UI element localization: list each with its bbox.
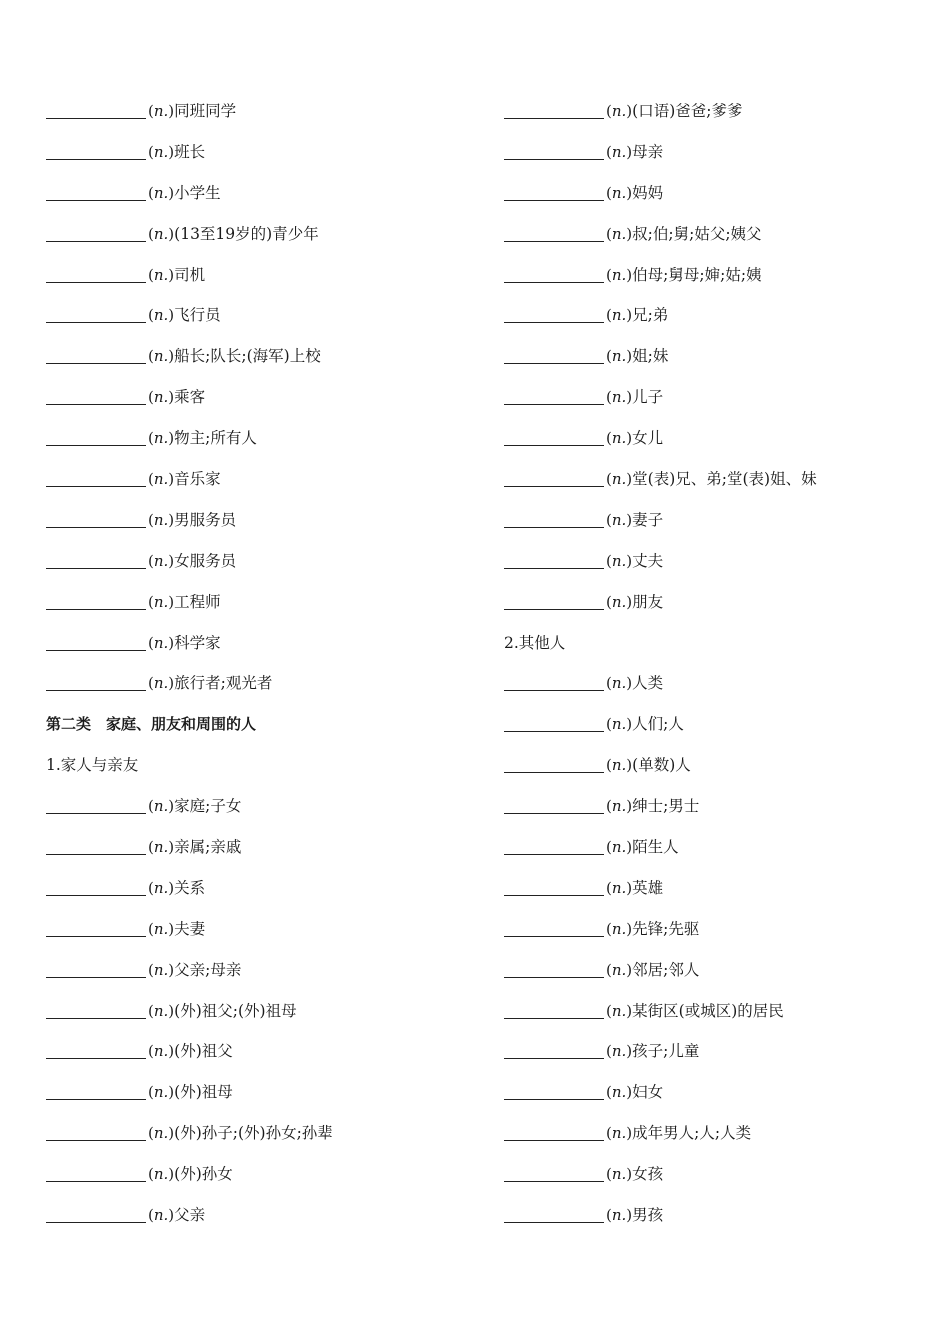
answer-blank[interactable] (504, 670, 604, 691)
entry-meaning: 亲属;亲戚 (174, 838, 242, 857)
vocab-entry (46, 221, 466, 262)
entry-meaning: 男孩 (632, 1206, 664, 1225)
vocab-entry (504, 507, 924, 548)
answer-blank[interactable] (504, 752, 604, 773)
part-of-speech: (n.) (606, 674, 633, 693)
part-of-speech: (n.) (148, 306, 175, 325)
part-of-speech: (n.) (148, 878, 175, 897)
entry-meaning: 飞行员 (174, 306, 221, 325)
part-of-speech: (n.) (606, 470, 633, 489)
part-of-speech: (n.) (606, 1206, 633, 1225)
answer-blank[interactable] (504, 466, 604, 487)
vocab-entry (504, 875, 924, 916)
part-of-speech: (n.) (148, 551, 175, 570)
entry-meaning: 乘客 (174, 388, 206, 407)
entry-meaning: 关系 (174, 878, 206, 897)
part-of-speech: (n.) (606, 347, 633, 366)
answer-blank[interactable] (504, 384, 604, 405)
part-of-speech: (n.) (148, 347, 175, 366)
part-of-speech: (n.) (148, 224, 175, 243)
vocab-entry (504, 589, 924, 630)
answer-blank[interactable] (504, 1079, 604, 1100)
entry-meaning: 丈夫 (632, 551, 664, 570)
entry-meaning: 司机 (174, 265, 206, 284)
answer-blank[interactable] (46, 425, 146, 446)
entry-meaning: 某街区(或城区)的居民 (632, 1001, 784, 1020)
vocab-entry (46, 1038, 466, 1079)
part-of-speech: (n.) (148, 265, 175, 284)
answer-blank[interactable] (46, 1202, 146, 1223)
answer-blank[interactable] (504, 998, 604, 1019)
answer-blank[interactable] (46, 98, 146, 119)
part-of-speech: (n.) (606, 919, 633, 938)
entry-meaning: (外)祖母 (174, 1083, 233, 1102)
part-of-speech: (n.) (606, 388, 633, 407)
vocab-entry (504, 98, 924, 139)
entry-meaning: 物主;所有人 (174, 429, 257, 448)
answer-blank[interactable] (46, 630, 146, 651)
entry-meaning: 英雄 (632, 878, 664, 897)
answer-blank[interactable] (504, 957, 604, 978)
part-of-speech: (n.) (606, 756, 633, 775)
entry-meaning: 父亲 (174, 1206, 206, 1225)
part-of-speech: (n.) (148, 919, 175, 938)
vocab-entry (46, 98, 466, 139)
entry-meaning: 邻居;邻人 (632, 960, 700, 979)
answer-blank[interactable] (46, 589, 146, 610)
entry-meaning: 音乐家 (174, 470, 221, 489)
entry-meaning: 伯母;舅母;婶;姑;姨 (632, 265, 762, 284)
entry-meaning: 叔;伯;舅;姑父;姨父 (632, 224, 762, 243)
section-heading (46, 711, 466, 752)
answer-blank[interactable] (46, 957, 146, 978)
vocab-entry (504, 1120, 924, 1161)
answer-blank[interactable] (46, 1079, 146, 1100)
answer-blank[interactable] (46, 507, 146, 528)
vocab-entry (46, 957, 466, 998)
entry-meaning: 同班同学 (174, 102, 237, 120)
vocab-entry (46, 1161, 466, 1202)
entry-meaning: 姐;妹 (632, 347, 669, 366)
vocab-entry (504, 384, 924, 425)
vocab-entry (504, 1079, 924, 1120)
entry-meaning: 夫妻 (174, 919, 206, 938)
right-column (504, 98, 924, 1243)
answer-blank[interactable] (504, 1038, 604, 1059)
entry-meaning: 妇女 (632, 1083, 664, 1102)
vocab-entry (504, 670, 924, 711)
vocab-entry (504, 752, 924, 793)
answer-blank[interactable] (46, 343, 146, 364)
entry-meaning: 父亲;母亲 (174, 960, 242, 979)
part-of-speech: (n.) (606, 142, 633, 161)
part-of-speech: (n.) (606, 306, 633, 325)
entry-meaning: 男服务员 (174, 510, 237, 529)
entry-meaning: 旅行者;观光者 (174, 674, 273, 693)
entry-meaning: 孩子;儿童 (632, 1042, 700, 1061)
answer-blank[interactable] (46, 548, 146, 569)
answer-blank[interactable] (504, 180, 604, 201)
answer-blank[interactable] (504, 1202, 604, 1223)
answer-blank[interactable] (504, 343, 604, 364)
vocab-entry (504, 1038, 924, 1079)
answer-blank[interactable] (46, 221, 146, 242)
part-of-speech: (n.) (606, 797, 633, 816)
subsection-heading-text: 2.其他人 (504, 633, 566, 652)
answer-blank[interactable] (504, 711, 604, 732)
answer-blank[interactable] (46, 916, 146, 937)
part-of-speech: (n.) (606, 715, 633, 734)
vocab-entry (46, 834, 466, 875)
entry-meaning: 小学生 (174, 183, 221, 202)
part-of-speech: (n.) (606, 838, 633, 857)
answer-blank[interactable] (504, 98, 604, 119)
vocab-entry (46, 793, 466, 834)
vocab-entry (46, 343, 466, 384)
section-heading-text: 第二类 家庭、朋友和周围的人 (46, 715, 257, 734)
vocab-entry (504, 425, 924, 466)
entry-meaning: 妻子 (632, 510, 664, 529)
entry-meaning: 陌生人 (632, 838, 679, 857)
vocab-entry (504, 916, 924, 957)
vocab-entry (504, 957, 924, 998)
part-of-speech: (n.) (606, 1124, 633, 1143)
part-of-speech: (n.) (148, 1083, 175, 1102)
part-of-speech: (n.) (148, 142, 175, 161)
entry-meaning: (口语)爸爸;爹爹 (632, 102, 743, 120)
vocab-entry (46, 1120, 466, 1161)
vocab-entry (504, 548, 924, 589)
entry-meaning: (13至19岁的)青少年 (174, 224, 319, 243)
vocab-entry (46, 139, 466, 180)
entry-meaning: (外)祖父 (174, 1042, 233, 1061)
entry-meaning: (单数)人 (632, 756, 691, 775)
vocab-entry (504, 262, 924, 303)
entry-meaning: 朋友 (632, 592, 664, 611)
entry-meaning: 堂(表)兄、弟;堂(表)姐、妹 (632, 470, 817, 489)
answer-blank[interactable] (504, 916, 604, 937)
entry-meaning: (外)祖父;(外)祖母 (174, 1001, 297, 1020)
vocab-entry (46, 998, 466, 1039)
vocab-entry (46, 425, 466, 466)
left-column (46, 98, 466, 1243)
part-of-speech: (n.) (148, 1206, 175, 1225)
part-of-speech: (n.) (148, 510, 175, 529)
part-of-speech: (n.) (606, 551, 633, 570)
vocab-entry (504, 221, 924, 262)
part-of-speech: (n.) (148, 838, 175, 857)
part-of-speech: (n.) (606, 224, 633, 243)
vocab-entry (504, 302, 924, 343)
entry-meaning: 成年男人;人;人类 (632, 1124, 752, 1143)
answer-blank[interactable] (46, 1161, 146, 1182)
entry-meaning: (外)孙子;(外)孙女;孙辈 (174, 1124, 333, 1143)
part-of-speech: (n.) (606, 102, 633, 120)
part-of-speech: (n.) (606, 592, 633, 611)
vocab-entry (504, 834, 924, 875)
answer-blank[interactable] (46, 384, 146, 405)
vocab-entry (504, 998, 924, 1039)
part-of-speech: (n.) (148, 592, 175, 611)
answer-blank[interactable] (504, 221, 604, 242)
answer-blank[interactable] (504, 302, 604, 323)
answer-blank[interactable] (504, 834, 604, 855)
part-of-speech: (n.) (606, 1001, 633, 1020)
answer-blank[interactable] (504, 793, 604, 814)
answer-blank[interactable] (46, 1038, 146, 1059)
part-of-speech: (n.) (606, 510, 633, 529)
entry-meaning: 船长;队长;(海军)上校 (174, 347, 321, 366)
entry-meaning: 班长 (174, 142, 206, 161)
answer-blank[interactable] (46, 875, 146, 896)
answer-blank[interactable] (504, 589, 604, 610)
vocab-entry (46, 384, 466, 425)
vocab-entry (46, 1079, 466, 1120)
answer-blank[interactable] (504, 507, 604, 528)
part-of-speech: (n.) (148, 1124, 175, 1143)
answer-blank[interactable] (46, 302, 146, 323)
vocab-entry (46, 302, 466, 343)
entry-meaning: 儿子 (632, 388, 664, 407)
vocab-entry (504, 180, 924, 221)
vocab-entry (46, 262, 466, 303)
entry-meaning: 女孩 (632, 1165, 664, 1184)
answer-blank[interactable] (46, 139, 146, 160)
vocab-entry (504, 711, 924, 752)
part-of-speech: (n.) (148, 1042, 175, 1061)
answer-blank[interactable] (46, 793, 146, 814)
part-of-speech: (n.) (606, 960, 633, 979)
answer-blank[interactable] (46, 670, 146, 691)
part-of-speech: (n.) (606, 429, 633, 448)
answer-blank[interactable] (504, 548, 604, 569)
vocab-entry (504, 1161, 924, 1202)
part-of-speech: (n.) (606, 1165, 633, 1184)
answer-blank[interactable] (46, 834, 146, 855)
part-of-speech: (n.) (148, 429, 175, 448)
entry-meaning: 家庭;子女 (174, 797, 242, 816)
entry-meaning: 女儿 (632, 429, 664, 448)
answer-blank[interactable] (504, 1120, 604, 1141)
part-of-speech: (n.) (606, 1083, 633, 1102)
answer-blank[interactable] (504, 425, 604, 446)
part-of-speech: (n.) (148, 633, 175, 652)
answer-blank[interactable] (46, 1120, 146, 1141)
part-of-speech: (n.) (606, 878, 633, 897)
answer-blank[interactable] (504, 875, 604, 896)
vocab-entry (46, 589, 466, 630)
part-of-speech: (n.) (606, 183, 633, 202)
entry-meaning: 人们;人 (632, 715, 684, 734)
vocab-entry (46, 548, 466, 589)
entry-meaning: 先锋;先驱 (632, 919, 700, 938)
vocab-entry (504, 793, 924, 834)
part-of-speech: (n.) (148, 183, 175, 202)
entry-meaning: 工程师 (174, 592, 221, 611)
entry-meaning: 妈妈 (632, 183, 664, 202)
entry-meaning: 母亲 (632, 142, 664, 161)
answer-blank[interactable] (46, 262, 146, 283)
subsection-heading-text: 1.家人与亲友 (46, 756, 139, 775)
entry-meaning: 人类 (632, 674, 664, 693)
subsection-heading (504, 630, 924, 671)
answer-blank[interactable] (46, 180, 146, 201)
part-of-speech: (n.) (606, 1042, 633, 1061)
answer-blank[interactable] (504, 262, 604, 283)
part-of-speech: (n.) (148, 960, 175, 979)
answer-blank[interactable] (46, 466, 146, 487)
part-of-speech: (n.) (148, 1165, 175, 1184)
vocab-entry (46, 1202, 466, 1243)
vocab-entry (504, 139, 924, 180)
vocab-entry (46, 670, 466, 711)
part-of-speech: (n.) (148, 470, 175, 489)
entry-meaning: 兄;弟 (632, 306, 669, 325)
vocab-entry (46, 630, 466, 671)
vocab-entry (46, 875, 466, 916)
part-of-speech: (n.) (148, 1001, 175, 1020)
answer-blank[interactable] (504, 139, 604, 160)
vocab-entry (46, 916, 466, 957)
entry-meaning: 绅士;男士 (632, 797, 700, 816)
vocab-entry (46, 466, 466, 507)
vocab-entry (504, 1202, 924, 1243)
entry-meaning: 女服务员 (174, 551, 237, 570)
part-of-speech: (n.) (148, 102, 175, 120)
part-of-speech: (n.) (148, 797, 175, 816)
entry-meaning: (外)孙女 (174, 1165, 233, 1184)
part-of-speech: (n.) (148, 388, 175, 407)
part-of-speech: (n.) (606, 265, 633, 284)
vocab-entry (46, 507, 466, 548)
part-of-speech: (n.) (148, 674, 175, 693)
entry-meaning: 科学家 (174, 633, 221, 652)
vocab-entry (504, 466, 924, 507)
subsection-heading (46, 752, 466, 793)
answer-blank[interactable] (46, 998, 146, 1019)
answer-blank[interactable] (504, 1161, 604, 1182)
vocab-entry (504, 343, 924, 384)
vocab-entry (46, 180, 466, 221)
